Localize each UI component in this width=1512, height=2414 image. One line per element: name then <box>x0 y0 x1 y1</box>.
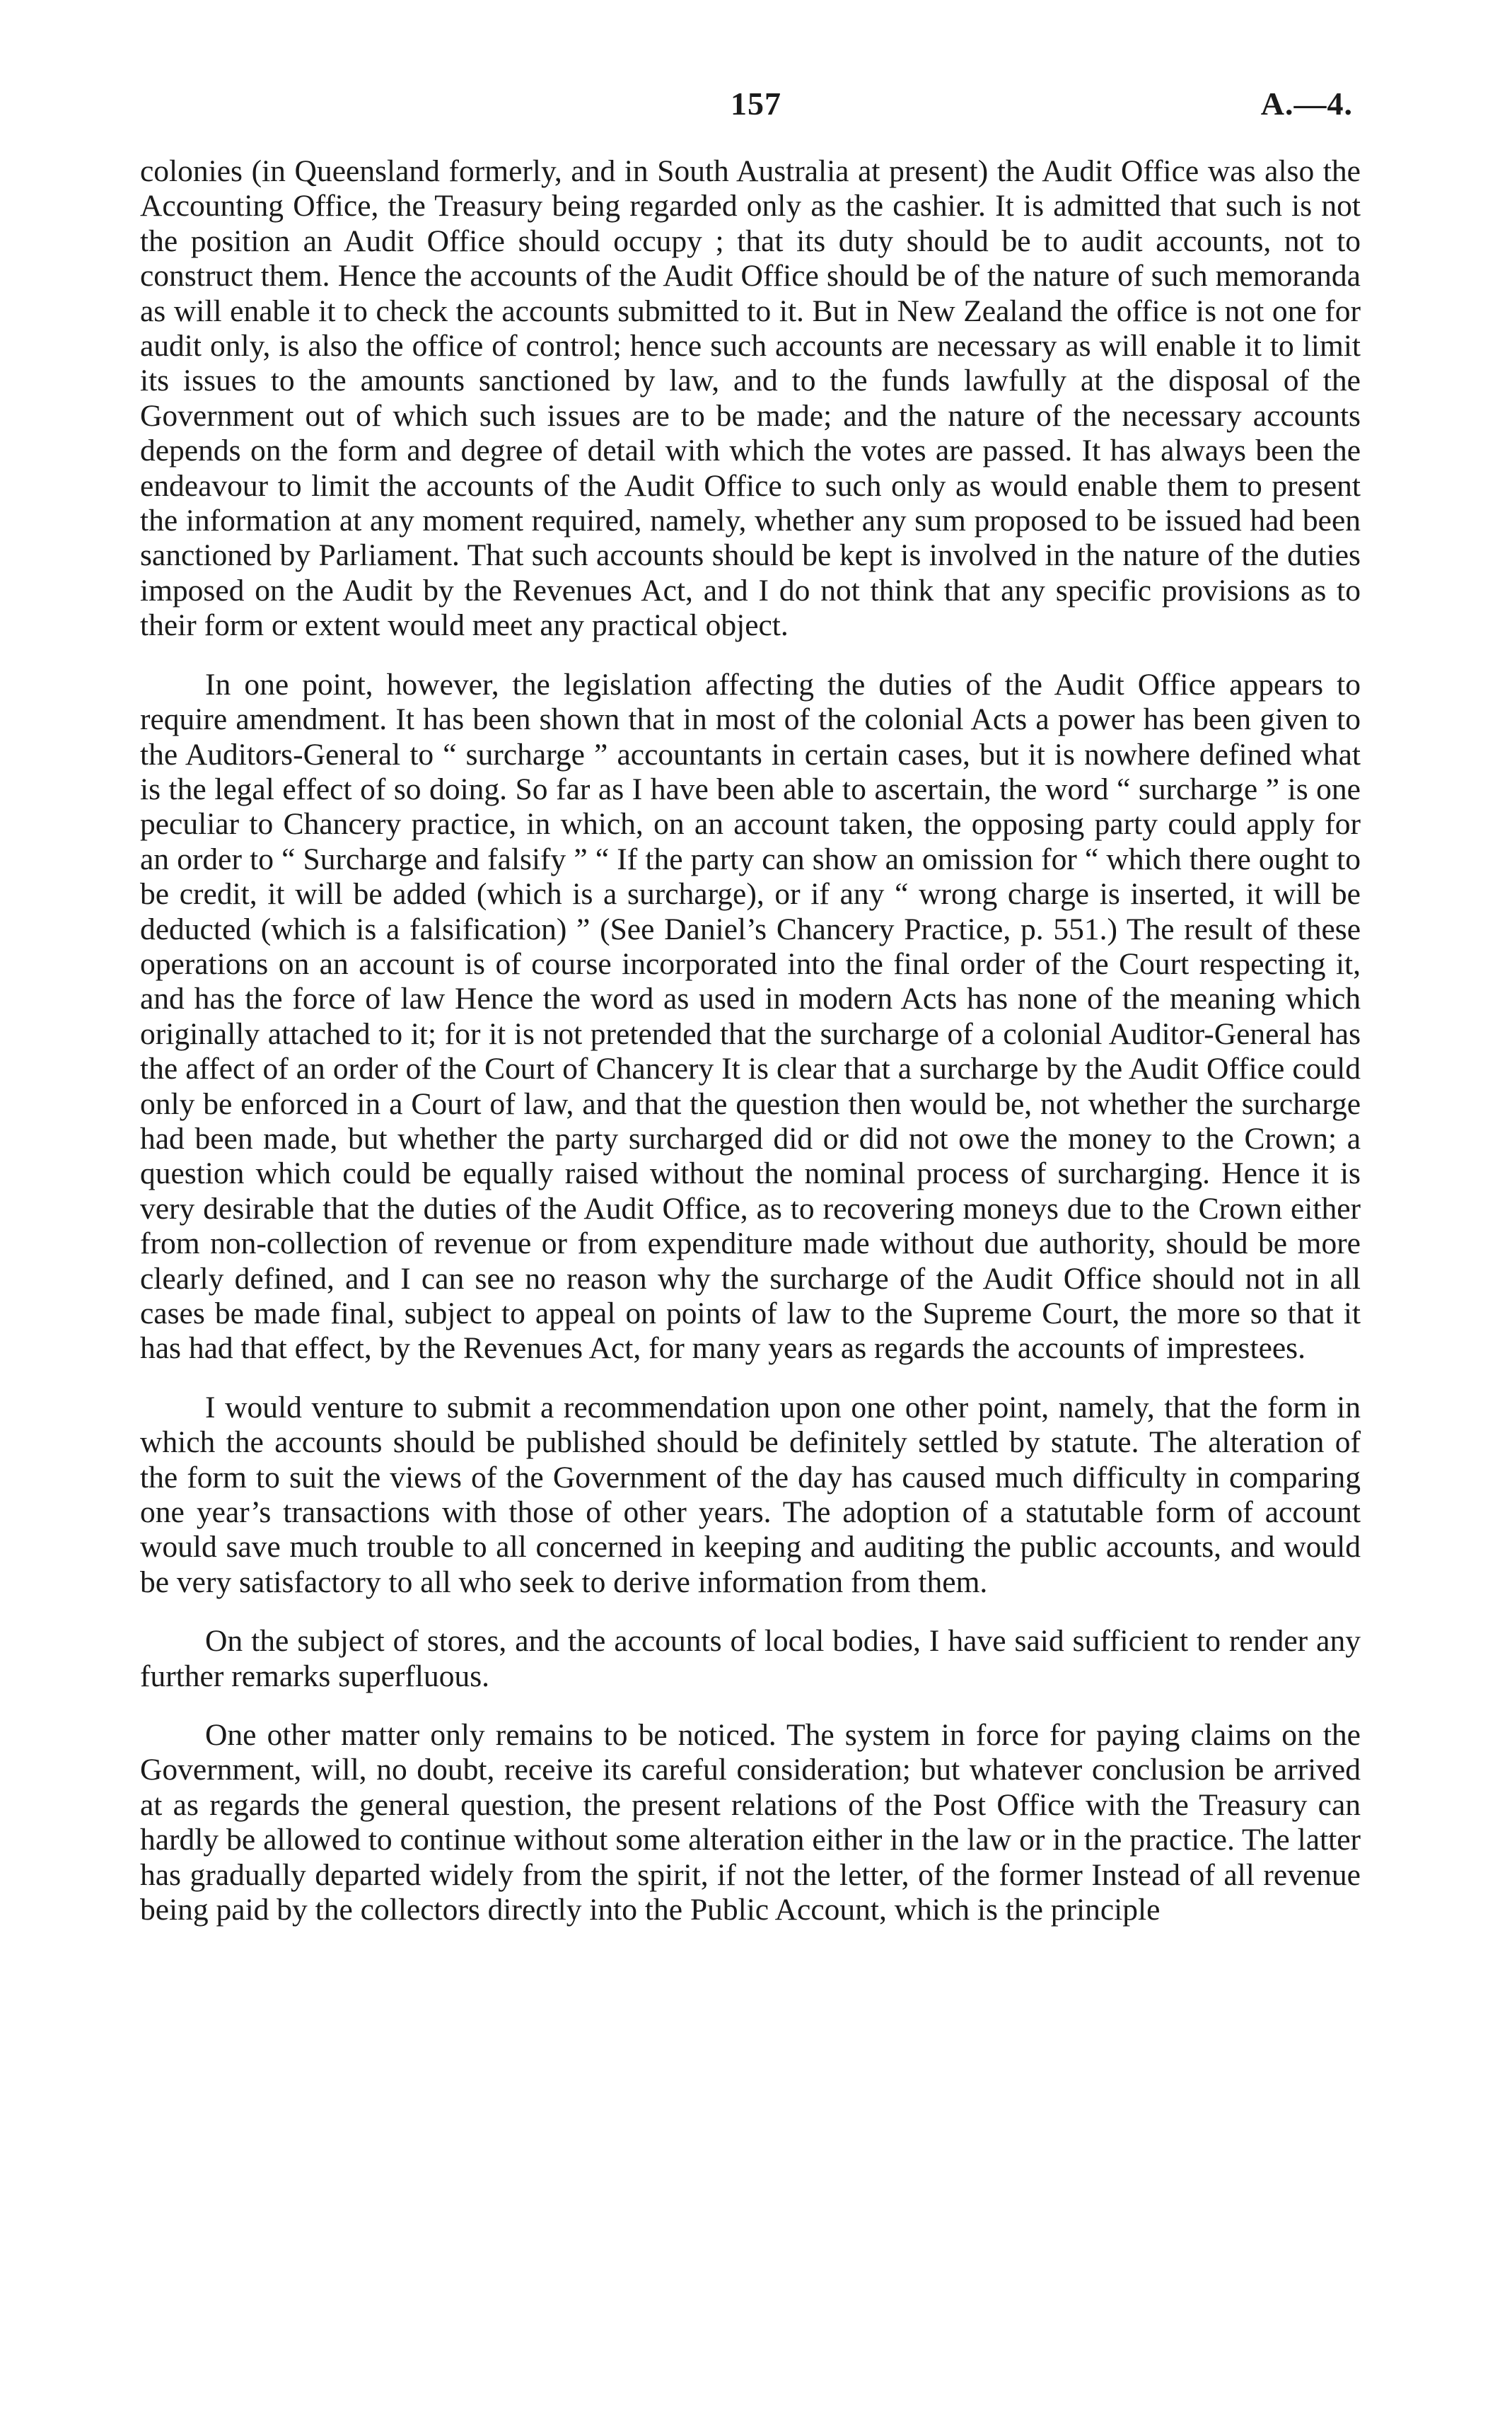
paragraph-stores-local-bodies: On the subject of stores, and the accounts of local bodies, I have said sufficient to render any further remarks superfluous. <box>140 1624 1361 1693</box>
document-reference: A.—4. <box>1260 86 1353 122</box>
paragraph-statutory-account-form: I would venture to submit a recommendation upon one other point, namely, that the form in which the accounts should be published should be definitely settled by statute. The alteration of the form to suit the views of the Government of the day has caused much difficulty in comparing one year’s transactions with those of other years. The adoption of a statutable form of account would save much trouble to all concerned in keeping and auditing the public accounts, and would be very satisfactory to all who seek to derive information from them. <box>140 1390 1361 1599</box>
paragraph-post-office-treasury: One other matter only remains to be noticed. The system in force for paying claims on the Government, will, no doubt, receive its careful consideration; but whatever conclusion be arrived at as regards the general question, the present relations of the Post Office with the Treasury can hardly be allowed to continue without some alteration either in the law or in the practice. The latter has gradually departed widely from the spirit, if not the letter, of the former Instead of all revenue being paid by the collectors directly into the Public Account, which is the principle <box>140 1718 1361 1927</box>
body-text <box>140 154 1361 1928</box>
paragraph-audit-office-accounts: colonies (in Queensland formerly, and in South Australia at present) the Audit Office was also the Accounting Office, the Treasury being regarded only as the cashier. It is admitted that such is not the position an Audit Office should occupy ; that its duty should be to audit accounts, not to construct them. Hence the accounts of the Audit Office should be of the nature of such memoranda as will enable it to check the accounts submitted to it. But in New Zealand the office is not one for audit only, is also the office of control; hence such accounts are necessary as will enable it to limit its issues to the amounts sanctioned by law, and to the funds lawfully at the disposal of the Government out of which such issues are to be made; and the nature of the necessary accounts depends on the form and degree of detail with which the votes are passed. It has always been the endeavour to limit the accounts of the Audit Office to such only as would enable them to present the information at any moment required, namely, whether any sum proposed to be issued had been sanctioned by Parliament. That such accounts should be kept is involved in the nature of the duties imposed on the Audit by the Revenues Act, and I do not think that any specific provisions as to their form or extent would meet any practical object. <box>140 154 1361 643</box>
paragraph-surcharge-legislation: In one point, however, the legislation affecting the duties of the Audit Office appears to require amendment. It has been shown that in most of the colonial Acts a power has been given to the Auditors-General to “ surcharge ” accountants in certain cases, but it is nowhere defined what is the legal effect of so doing. So far as I have been able to ascertain, the word “ surcharge ” is one peculiar to Chancery practice, in which, on an account taken, the opposing party could apply for an order to “ Surcharge and falsify ” “ If the party can show an omission for “ which there ought to be credit, it will be added (which is a surcharge), or if any “ wrong charge is inserted, it will be deducted (which is a falsification) ” (See Daniel’s Chancery Practice, p. 551.) The result of these operations on an account is of course incorporated into the final order of the Court respecting it, and has the force of law Hence the word as used in modern Acts has none of the meaning which originally attached to it; for it is not pretended that the surcharge of a colonial Auditor-General has the affect of an order of the Court of Chancery It is clear that a surcharge by the Audit Office could only be enforced in a Court of law, and that the question then would be, not whether the surcharge had been made, but whether the party surcharged did or did not owe the money to the Crown; a question which could be equally raised without the nominal process of surcharging. Hence it is very desirable that the duties of the Audit Office, as to recovering moneys due to the Crown either from non-collection of revenue or from expenditure made without due authority, should be more clearly defined, and I can see no reason why the surcharge of the Audit Office should not in all cases be made final, subject to appeal on points of law to the Supreme Court, the more so that it has had that effect, by the Revenues Act, for many years as regards the accounts of imprestees. <box>140 667 1361 1366</box>
page-number: 157 <box>731 86 781 122</box>
